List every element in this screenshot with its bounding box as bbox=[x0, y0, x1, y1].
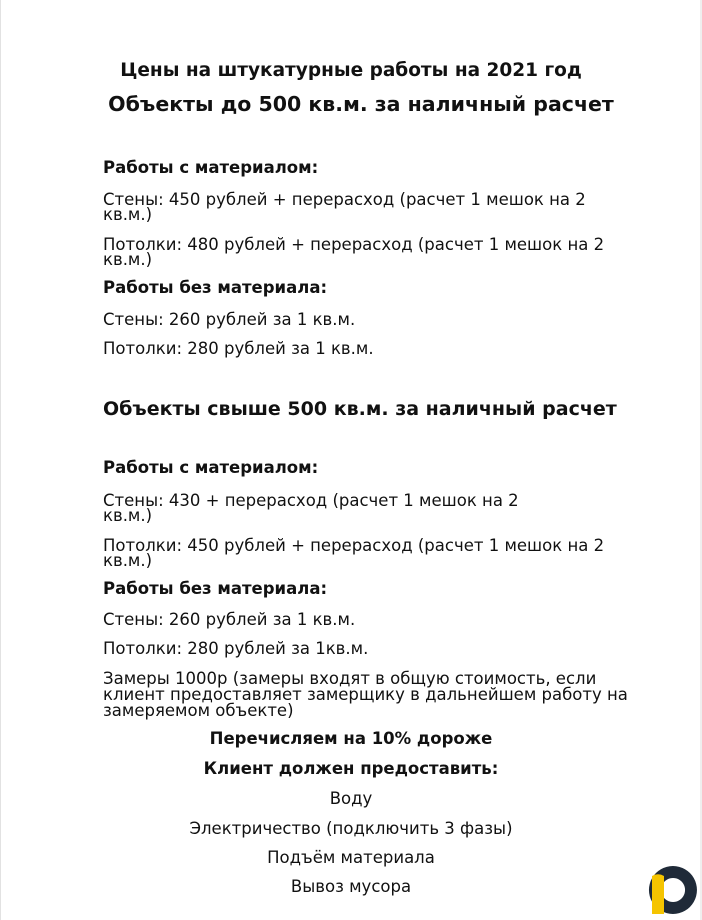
section2-with-material-heading: Работы с материалом: bbox=[103, 458, 319, 477]
section2-walls-no-material: Стены: 260 рублей за 1 кв.м. bbox=[103, 610, 356, 629]
section1-without-material-heading: Работы без материала: bbox=[103, 278, 328, 297]
section2-title: Объекты свыше 500 кв.м. за наличный расчет bbox=[103, 398, 617, 420]
section1-with-material-heading: Работы с материалом: bbox=[103, 158, 319, 177]
section1-ceilings-line2: кв.м.) bbox=[103, 250, 153, 269]
section2-walls-line2: кв.м.) bbox=[103, 506, 153, 525]
section2-walls-line1: Стены: 430 + перерасход (расчет 1 мешок на 2 bbox=[103, 491, 519, 510]
section1-ceilings-no-material: Потолки: 280 рублей за 1 кв.м. bbox=[103, 339, 374, 358]
client-item-electricity: Электричество (подключить 3 фазы) bbox=[189, 819, 513, 838]
client-item-water: Воду bbox=[329, 789, 373, 808]
section2-ceilings-no-material: Потолки: 280 рублей за 1кв.м. bbox=[103, 639, 369, 658]
section1-walls-line2: кв.м.) bbox=[103, 205, 153, 224]
client-item-material-lift: Подъём материала bbox=[267, 848, 435, 867]
measurement-note-line2: клиент предоставляет замерщику в дальнейшем работу на bbox=[103, 685, 628, 704]
transfer-note: Перечисляем на 10% дороже bbox=[209, 729, 493, 748]
client-item-waste-removal: Вывоз мусора bbox=[290, 877, 412, 896]
measurement-note-line1: Замеры 1000р (замеры входят в общую стоимость, если bbox=[103, 669, 597, 688]
section1-walls-no-material: Стены: 260 рублей за 1 кв.м. bbox=[103, 310, 356, 329]
section2-ceilings-line1: Потолки: 450 рублей + перерасход (расчет 1 мешок на 2 bbox=[103, 536, 605, 555]
section2-without-material-heading: Работы без материала: bbox=[103, 579, 328, 598]
section2-ceilings-line2: кв.м.) bbox=[103, 551, 153, 570]
section1-ceilings-line1: Потолки: 480 рублей + перерасход (расчет 1 мешок на 2 bbox=[103, 235, 605, 254]
document-title: Цены на штукатурные работы на 2021 год bbox=[120, 60, 582, 81]
document-subtitle: Объекты до 500 кв.м. за наличный расчет bbox=[108, 92, 614, 116]
client-must-heading: Клиент должен предоставить: bbox=[203, 759, 499, 778]
page-left-edge bbox=[0, 0, 1, 920]
measurement-note-line3: замеряемом объекте) bbox=[103, 701, 294, 720]
section1-walls-line1: Стены: 450 рублей + перерасход (расчет 1 мешок на 2 bbox=[103, 190, 586, 209]
brand-logo-icon bbox=[648, 864, 698, 916]
